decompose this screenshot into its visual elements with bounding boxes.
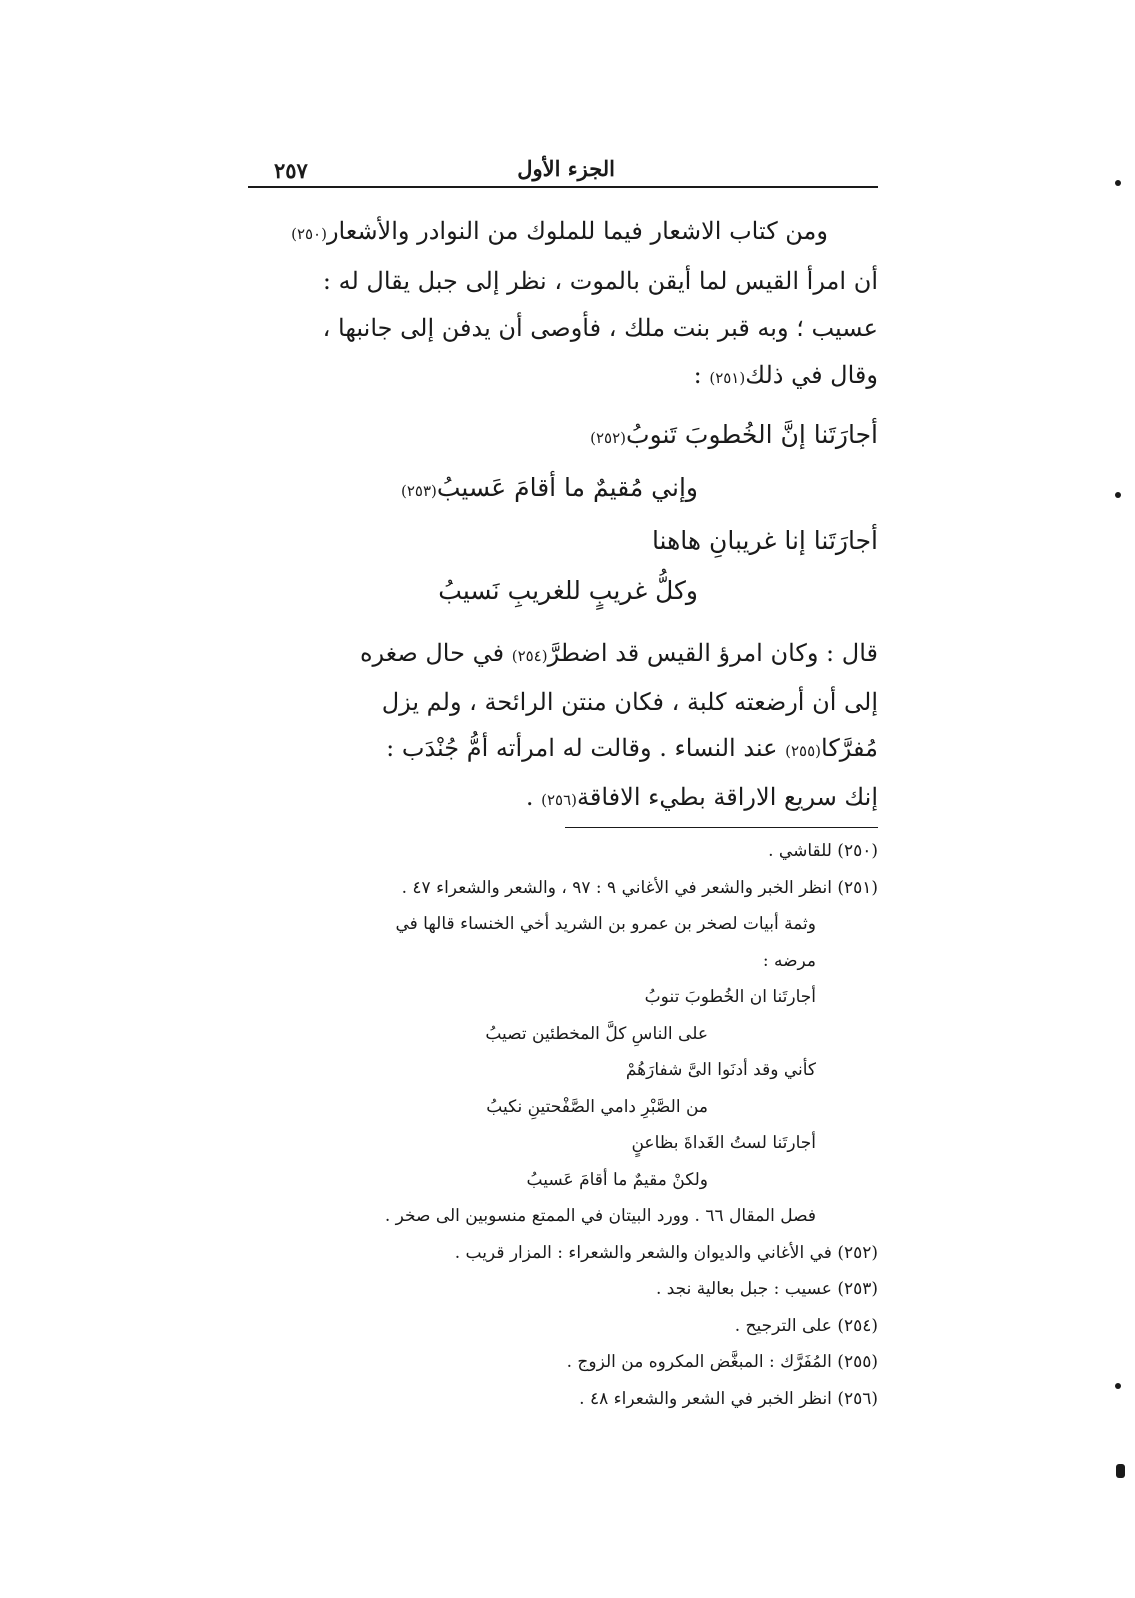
verse: وكلُّ غريبٍ للغريبِ نَسيبُ [438,576,698,605]
footnote-255: (٢٥٥) المُفَرَّك : المبغَّض المكروه من الزوج . [566,1352,878,1372]
poem [248,410,878,616]
footnote-verse: على الناسِ كلَّ المخطئين تصيبُ [485,1023,708,1044]
page-number: ٢٥٧ [274,158,308,183]
prose-text: قال : وكان امرؤ القيس قد اضطرَّ [547,639,878,667]
prose-line: إلى أن أرضعته كلبة ، فكان منتن الرائحة ، ولم يزل [381,688,878,716]
footnote-250: (٢٥٠) للقاشي . [768,841,878,861]
footnote-251-text: فصل المقال ٦٦ . وورد البيتان في الممتع منسوبين الى صخر . [384,1206,816,1226]
footnote-251-text: وثمة أبيات لصخر بن عمرو بن الشريد أخي الخنساء قالها في [395,914,816,934]
prose-line: أن امرأ القيس لما أيقن بالموت ، نظر إلى جبل يقال له : [322,267,878,295]
page-header [248,150,878,190]
footnote-ref: (٢٥١) [709,369,746,387]
footnote-ref: (٢٥٤) [511,647,548,665]
prose-text: في حال صغره [359,639,512,667]
prose-paragraph-1 [248,208,878,402]
prose-paragraph-2 [248,630,878,823]
footnote-ref: (٢٥٥) [785,742,822,760]
prose-text: عند النساء . وقالت له امرأته أمُّ جُنْدَب : [386,734,786,762]
footnote-256: (٢٥٦) انظر الخبر في الشعر والشعراء ٤٨ . [579,1388,878,1409]
footnote-verse: أجارتَنا لستُ الغَداةَ بظاعنٍ [631,1133,816,1153]
footnote-verse: ولكنْ مقيمٌ ما أقامَ عَسيبُ [526,1169,708,1190]
prose-text: وقال في ذلك [745,361,878,389]
prose-text: ومن كتاب الاشعار فيما للملوك من النوادر والأشعار [326,217,828,245]
prose-line: عسيب ؛ وبه قبر بنت ملك ، فأوصى أن يدفن إلى جانبها ، [322,314,878,342]
prose-line [248,774,878,823]
scan-edge-mark [1115,180,1121,186]
footnote-ref: (٢٥٦) [541,791,578,809]
footnote-rule [565,827,878,828]
scan-edge-mark [1115,1383,1121,1389]
footnote-verse: كأني وقد أدنَوا الىَّ شفارَهُمْ [625,1060,816,1080]
footnote-253: (٢٥٣) عسيب : جبل بعالية نجد . [655,1279,878,1299]
header-rule [248,186,878,188]
verse: أجارَتَنا إنا غريبانِ هاهنا [651,526,878,555]
scan-edge-mark [1115,492,1121,498]
verse-text: وإني مُقيمٌ ما أقامَ عَسيبُ [436,473,698,502]
verse [248,463,878,516]
footnote-verse: أجارتَنا ان الخُطوبَ تنوبُ [644,987,816,1007]
prose-text: : [693,361,710,389]
prose-line [248,725,878,774]
footnote-ref: (٢٥٣) [400,482,437,500]
prose-line [248,352,878,402]
footnote-ref: (٢٥٢) [590,429,627,447]
prose-text: مُفرَّكا [821,734,878,762]
prose-line [248,630,878,679]
footnote-251: (٢٥١) انظر الخبر والشعر في الأغاني ٩ : ٩٧ ، والشعر والشعراء ٤٧ . [401,877,878,898]
footnote-251-text: مرضه : [762,950,816,971]
prose-line [248,208,878,258]
footnote-verse: من الصَّبْرِ دامي الصَّفْحتينِ نكيبُ [486,1096,708,1117]
verse [248,410,878,463]
running-title: الجزء الأول [517,156,615,181]
prose-text: إنك سريع الاراقة بطيء الافاقة [577,783,878,811]
prose-text: . [525,783,542,811]
footnote-ref: (٢٥٠) [291,225,327,243]
scan-edge-mark [1116,1464,1125,1478]
verse-text: أجارَتَنا إنَّ الخُطوبَ تَنوبُ [626,420,878,449]
footnote-252: (٢٥٢) في الأغاني والديوان والشعر والشعراء : المزار قريب . [454,1242,878,1263]
footnotes [248,833,878,1417]
footnote-254: (٢٥٤) على الترجيح . [734,1315,878,1336]
